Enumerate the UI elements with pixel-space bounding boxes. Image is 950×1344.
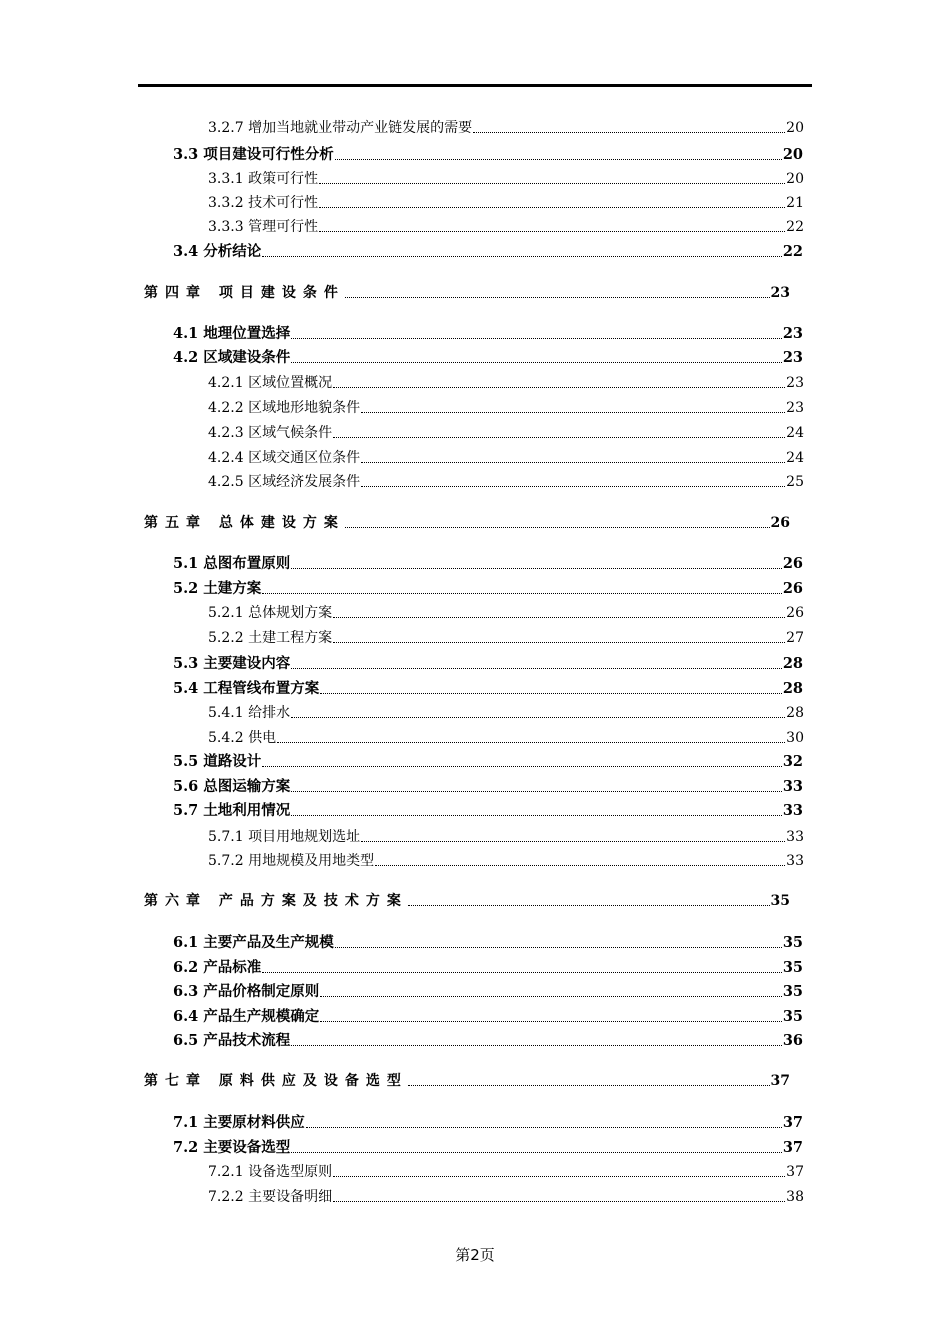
toc-entry-title: 5.4 工程管线布置方案 [173, 680, 320, 697]
toc-subsection-entry[interactable] [208, 850, 804, 872]
toc-entry-page: 37 [786, 1164, 804, 1180]
toc-entry-title: 7.2.1 设备选型原则 [208, 1164, 333, 1180]
dot-leader [473, 132, 785, 133]
dot-leader [333, 617, 785, 618]
toc-entry-page: 35 [770, 893, 790, 909]
toc-subsection-entry[interactable] [208, 117, 804, 139]
toc-entry-title: 5.7.2 用地规模及用地类型 [208, 853, 375, 869]
toc-entry-title: 5.1 总图布置原则 [173, 555, 291, 572]
dot-leader [262, 256, 782, 257]
dot-leader [333, 1201, 785, 1202]
dot-leader [291, 1152, 782, 1153]
toc-entry-page: 33 [786, 853, 804, 869]
dot-leader [375, 865, 785, 866]
toc-section-entry[interactable] [173, 957, 803, 979]
toc-entry-page: 27 [786, 630, 804, 646]
toc-entry-page: 37 [782, 1114, 803, 1131]
toc-entry-title: 7.1 主要原材料供应 [173, 1114, 305, 1131]
dot-leader [361, 841, 785, 842]
dot-leader [291, 668, 782, 669]
toc-entry-title: 6.1 主要产品及生产规模 [173, 934, 334, 951]
toc-entry-page: 22 [786, 219, 804, 235]
toc-chapter-entry[interactable] [144, 282, 790, 304]
dot-leader [277, 742, 785, 743]
toc-entry-page: 23 [782, 325, 803, 342]
toc-entry-page: 35 [782, 983, 803, 1000]
toc-entry-page: 23 [782, 349, 803, 366]
toc-entry-page: 20 [786, 171, 804, 187]
toc-entry-title: 4.2.1 区域位置概况 [208, 375, 333, 391]
dot-leader [408, 1085, 770, 1086]
dot-leader [333, 437, 785, 438]
toc-entry-page: 20 [786, 120, 804, 136]
dot-leader [320, 1021, 782, 1022]
toc-entry-title: 4.2.3 区域气候条件 [208, 425, 333, 441]
toc-chapter-entry[interactable] [144, 512, 790, 534]
toc-entry-page: 33 [782, 778, 803, 795]
dot-leader [345, 297, 770, 298]
toc-section-entry[interactable] [173, 751, 803, 773]
toc-entry-page: 37 [782, 1139, 803, 1156]
toc-entry-title: 7.2.2 主要设备明细 [208, 1189, 333, 1205]
toc-entry-page: 22 [782, 243, 803, 260]
toc-subsection-entry[interactable] [208, 216, 804, 238]
toc-entry-page: 35 [782, 934, 803, 951]
toc-entry-title: 4.2.5 区域经济发展条件 [208, 474, 361, 490]
toc-entry-page: 38 [786, 1189, 804, 1205]
dot-leader [333, 387, 785, 388]
toc-entry-page: 24 [786, 450, 804, 466]
toc-entry-page: 28 [782, 655, 803, 672]
dot-leader [262, 593, 782, 594]
toc-subsection-entry[interactable] [208, 192, 804, 214]
toc-entry-title: 第七章 原料供应及设备选型 [144, 1073, 408, 1089]
toc-entry-title: 5.5 道路设计 [173, 753, 262, 770]
dot-leader [291, 1045, 782, 1046]
dot-leader [319, 207, 785, 208]
dot-leader [319, 183, 785, 184]
toc-entry-title: 5.3 主要建设内容 [173, 655, 291, 672]
dot-leader [291, 362, 782, 363]
toc-subsection-entry[interactable] [208, 1186, 804, 1208]
dot-leader [333, 642, 785, 643]
toc-subsection-entry[interactable] [208, 372, 804, 394]
toc-section-entry[interactable] [173, 1112, 803, 1134]
toc-entry-page: 32 [782, 753, 803, 770]
dot-leader [291, 717, 785, 718]
toc-entry-title: 5.4.1 给排水 [208, 705, 291, 721]
toc-entry-title: 6.2 产品标准 [173, 959, 262, 976]
toc-subsection-entry[interactable] [208, 727, 804, 749]
dot-leader [361, 486, 785, 487]
toc-entry-page: 28 [782, 680, 803, 697]
toc-entry-title: 4.2 区域建设条件 [173, 349, 291, 366]
toc-entry-page: 26 [770, 515, 790, 531]
toc-entry-title: 3.3.2 技术可行性 [208, 195, 319, 211]
toc-entry-title: 5.2.1 总体规划方案 [208, 605, 333, 621]
dot-leader [306, 1127, 782, 1128]
toc-subsection-entry[interactable] [208, 447, 804, 469]
toc-section-entry[interactable] [173, 553, 803, 575]
toc-entry-title: 5.4.2 供电 [208, 730, 277, 746]
toc-entry-page: 23 [770, 285, 790, 301]
toc-entry-page: 35 [782, 1008, 803, 1025]
toc-chapter-entry[interactable] [144, 1070, 790, 1092]
toc-section-entry[interactable] [173, 1006, 803, 1028]
toc-section-entry[interactable] [173, 800, 803, 822]
toc-entry-title: 6.3 产品价格制定原则 [173, 983, 320, 1000]
page-number: 第2页 [455, 1246, 495, 1264]
dot-leader [361, 412, 785, 413]
toc-entry-title: 5.2 土建方案 [173, 580, 262, 597]
toc-entry-page: 23 [786, 375, 804, 391]
toc-entry-title: 5.6 总图运输方案 [173, 778, 291, 795]
dot-leader [291, 791, 782, 792]
toc-section-entry[interactable] [173, 653, 803, 675]
toc-subsection-entry[interactable] [208, 168, 804, 190]
toc-section-entry[interactable] [173, 776, 803, 798]
dot-leader [361, 462, 785, 463]
toc-entry-title: 第六章 产品方案及技术方案 [144, 893, 408, 909]
toc-entry-title: 第四章 项目建设条件 [144, 285, 345, 301]
toc-entry-page: 33 [786, 829, 804, 845]
toc-subsection-entry[interactable] [208, 702, 804, 724]
toc-chapter-entry[interactable] [144, 890, 790, 912]
dot-leader [262, 766, 782, 767]
toc-entry-title: 3.3.1 政策可行性 [208, 171, 319, 187]
toc-section-entry[interactable] [173, 578, 803, 600]
dot-leader [262, 972, 782, 973]
dot-leader [345, 527, 770, 528]
toc-section-entry[interactable] [173, 241, 803, 263]
toc-entry-page: 26 [786, 605, 804, 621]
toc-entry-title: 7.2 主要设备选型 [173, 1139, 291, 1156]
toc-section-entry[interactable] [173, 932, 803, 954]
toc-entry-page: 36 [782, 1032, 803, 1049]
toc-entry-title: 4.2.2 区域地形地貌条件 [208, 400, 361, 416]
dot-leader [335, 947, 782, 948]
toc-entry-title: 3.4 分析结论 [173, 243, 262, 260]
toc-entry-title: 6.4 产品生产规模确定 [173, 1008, 320, 1025]
toc-entry-page: 33 [782, 802, 803, 819]
toc-entry-title: 3.3.3 管理可行性 [208, 219, 319, 235]
dot-leader [291, 568, 782, 569]
toc-entry-title: 3.3 项目建设可行性分析 [173, 146, 334, 163]
toc-subsection-entry[interactable] [208, 627, 804, 649]
toc-entry-title: 5.7 土地利用情况 [173, 802, 291, 819]
toc-entry-page: 20 [782, 146, 803, 163]
toc-entry-page: 30 [786, 730, 804, 746]
toc-section-entry[interactable] [173, 981, 803, 1003]
toc-subsection-entry[interactable] [208, 826, 804, 848]
toc-subsection-entry[interactable] [208, 602, 804, 624]
toc-entry-page: 28 [786, 705, 804, 721]
toc-entry-title: 6.5 产品技术流程 [173, 1032, 291, 1049]
toc-entry-title: 第五章 总体建设方案 [144, 515, 345, 531]
toc-entry-title: 5.2.2 土建工程方案 [208, 630, 333, 646]
toc-entry-page: 26 [782, 555, 803, 572]
toc-section-entry[interactable] [173, 1137, 803, 1159]
toc-entry-page: 24 [786, 425, 804, 441]
dot-leader [335, 159, 782, 160]
toc-entry-page: 26 [782, 580, 803, 597]
toc-entry-page: 37 [770, 1073, 790, 1089]
toc-entry-title: 3.2.7 增加当地就业带动产业链发展的需要 [208, 120, 473, 136]
dot-leader [320, 693, 782, 694]
toc-section-entry[interactable] [173, 347, 803, 369]
toc-entry-title: 5.7.1 项目用地规划选址 [208, 829, 361, 845]
dot-leader [291, 815, 782, 816]
toc-entry-page: 35 [782, 959, 803, 976]
toc-subsection-entry[interactable] [208, 422, 804, 444]
dot-leader [319, 231, 785, 232]
toc-entry-page: 25 [786, 474, 804, 490]
dot-leader [408, 905, 770, 906]
toc-entry-page: 23 [786, 400, 804, 416]
toc-subsection-entry[interactable] [208, 397, 804, 419]
toc-section-entry[interactable] [173, 678, 803, 700]
dot-leader [333, 1176, 785, 1177]
dot-leader [291, 338, 782, 339]
toc-entry-title: 4.1 地理位置选择 [173, 325, 291, 342]
toc-section-entry[interactable] [173, 144, 803, 166]
dot-leader [320, 996, 782, 997]
toc-subsection-entry[interactable] [208, 1161, 804, 1183]
toc-section-entry[interactable] [173, 1030, 803, 1052]
toc-section-entry[interactable] [173, 323, 803, 345]
toc-entry-title: 4.2.4 区域交通区位条件 [208, 450, 361, 466]
toc-entry-page: 21 [786, 195, 804, 211]
toc-subsection-entry[interactable] [208, 471, 804, 493]
